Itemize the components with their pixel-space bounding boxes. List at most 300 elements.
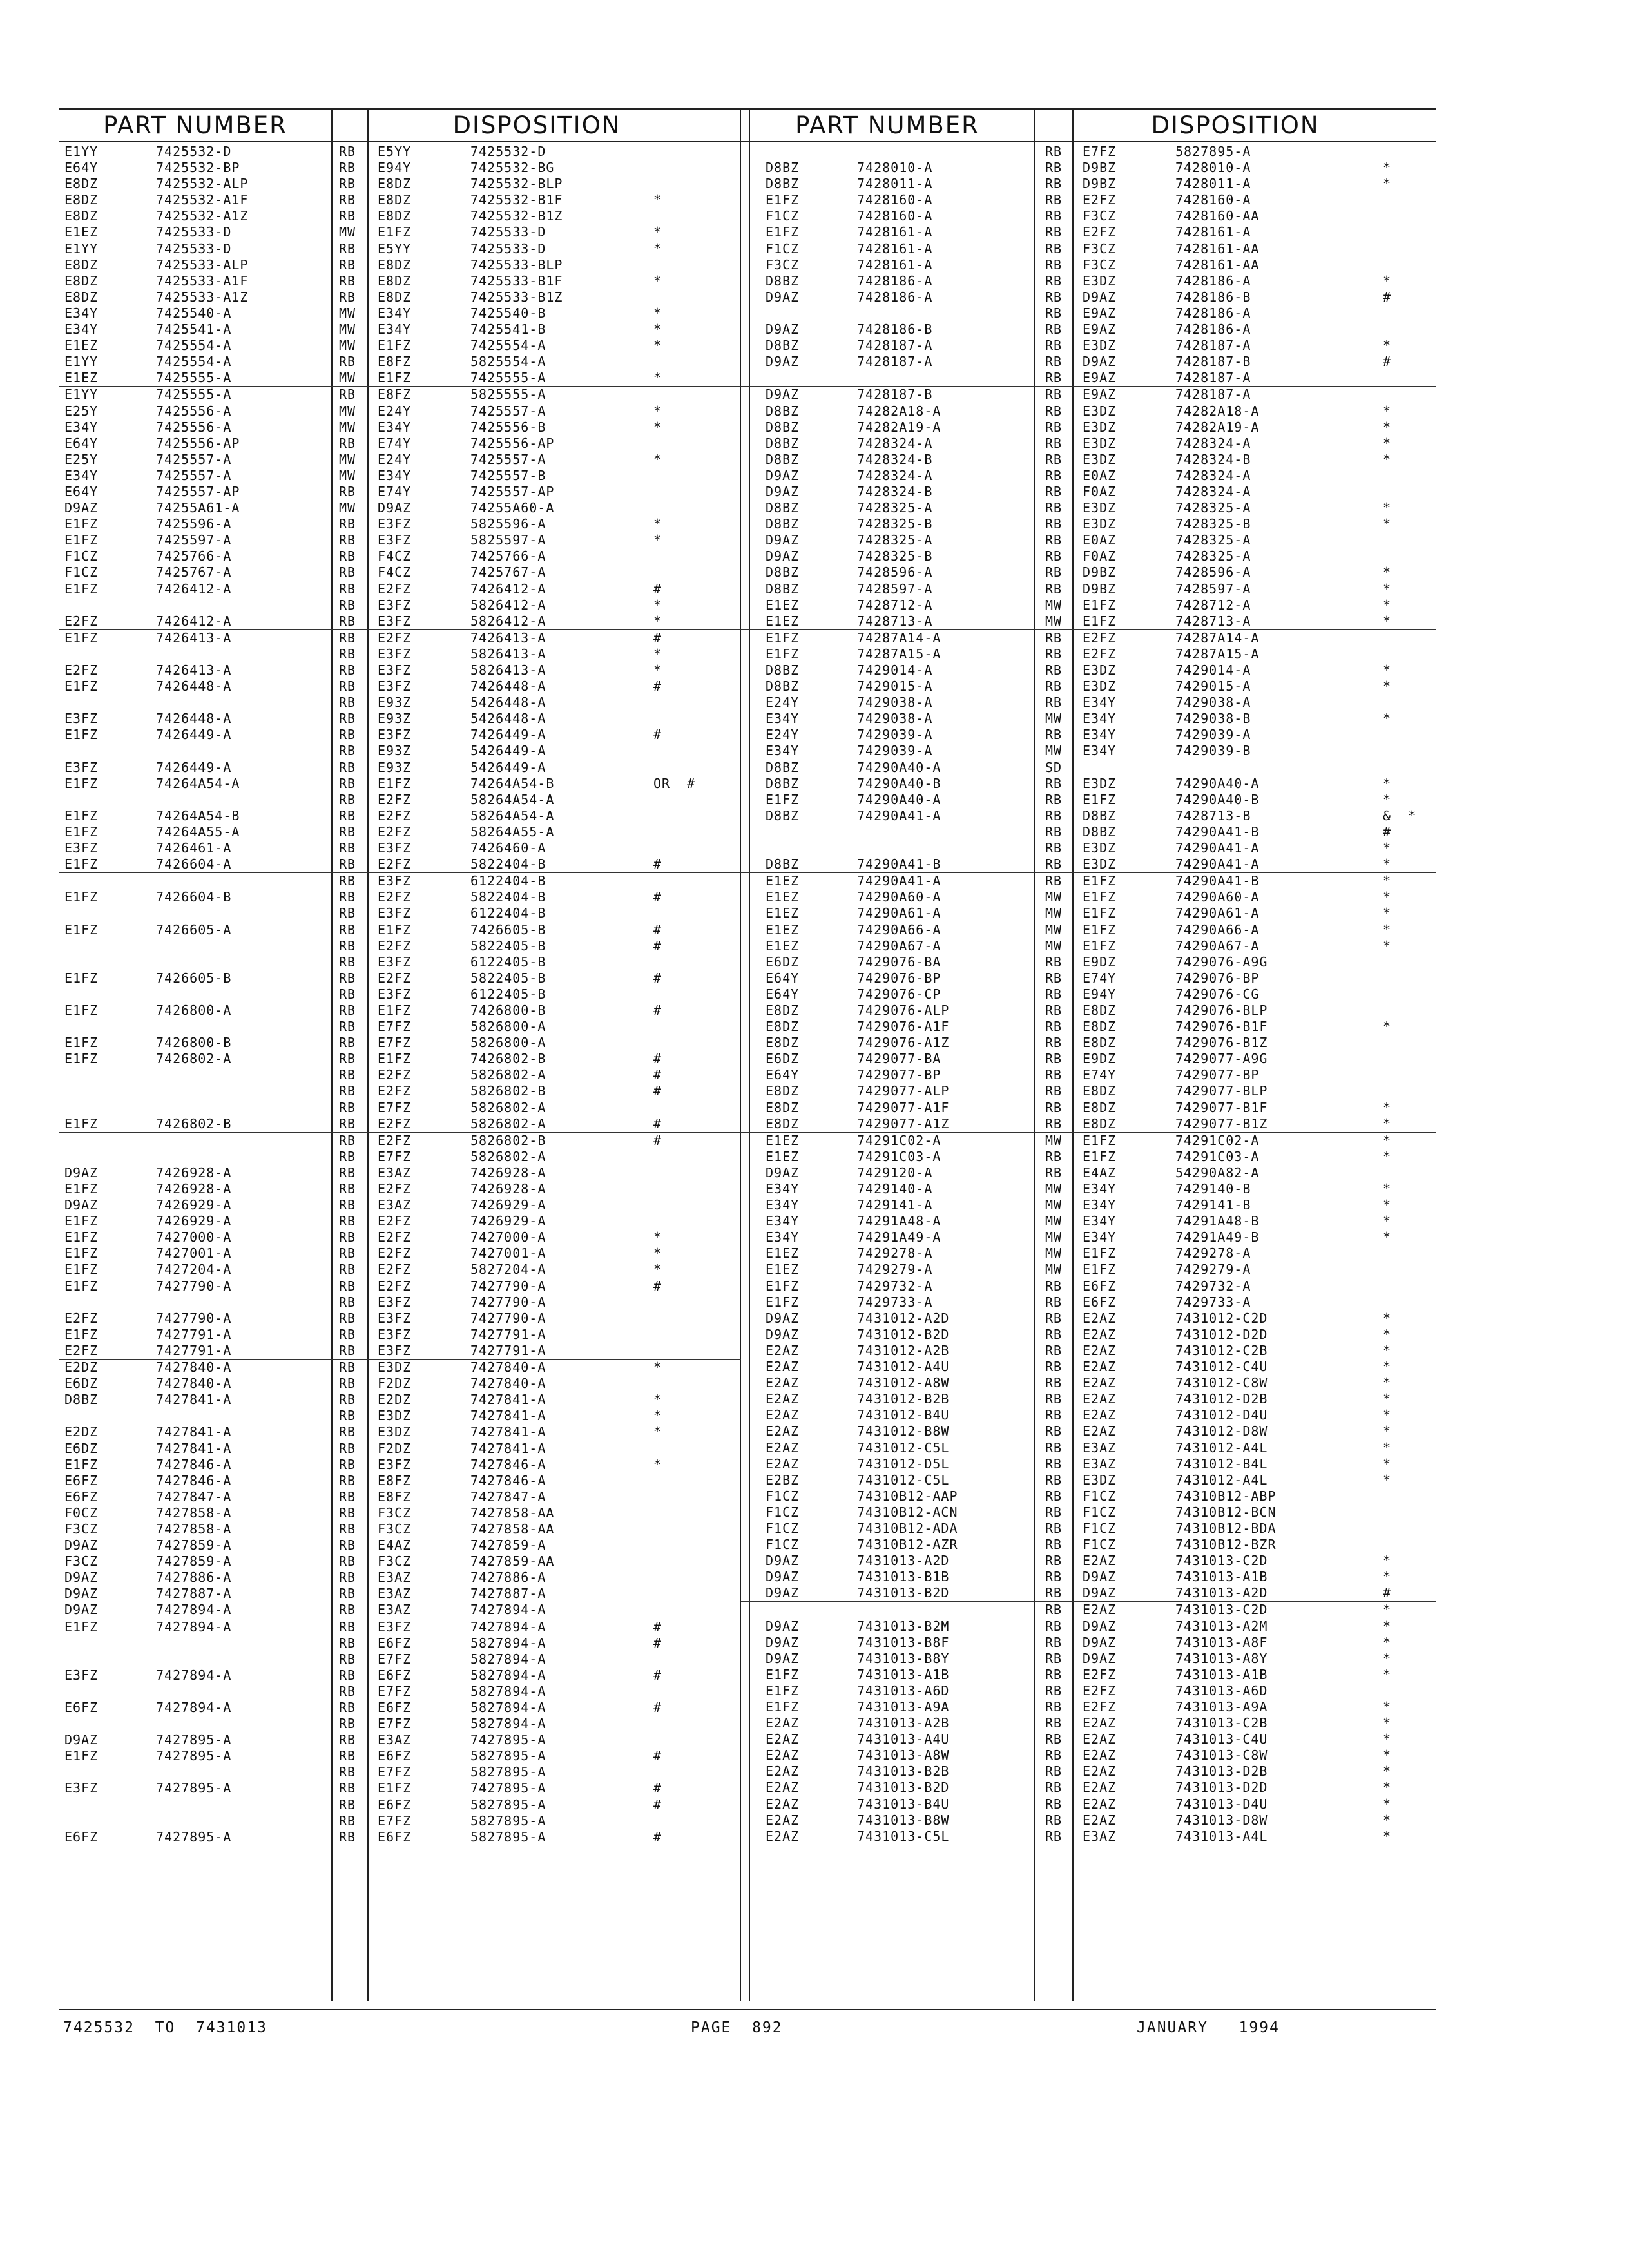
new-prefix: E2FZ xyxy=(378,629,412,646)
new-prefix: E8DZ xyxy=(378,289,412,305)
disposition-code: RB xyxy=(339,1553,356,1570)
note-symbol: * xyxy=(1383,160,1392,176)
table-row xyxy=(741,1051,1436,1067)
new-part-number: 5827894-A xyxy=(470,1716,546,1732)
disposition-code: RB xyxy=(1045,1828,1063,1844)
new-part-number: 5826412-A xyxy=(470,613,546,629)
new-part-number: 7427858-AA xyxy=(470,1521,555,1537)
new-part-number: 5826412-A xyxy=(470,597,546,613)
disposition-code: RB xyxy=(1045,840,1063,856)
table-row xyxy=(741,1537,1436,1553)
disposition-code: RB xyxy=(1045,1618,1063,1634)
new-prefix: E8DZ xyxy=(378,208,412,224)
old-prefix: D9AZ xyxy=(64,1537,99,1553)
disposition-code: RB xyxy=(1045,1715,1063,1731)
note-symbol: * xyxy=(1383,905,1392,921)
new-part-number: 5827895-A xyxy=(1175,144,1251,159)
old-prefix: D9AZ xyxy=(766,1326,800,1342)
disposition-code: RB xyxy=(339,775,356,791)
old-part-number: 7427894-A xyxy=(156,1700,232,1715)
new-part-number: 7429077-B1F xyxy=(1175,1099,1268,1115)
old-part-number: 7428325-B xyxy=(857,548,933,564)
table-row xyxy=(741,532,1436,548)
note-symbol: * xyxy=(653,370,662,386)
new-prefix: F3CZ xyxy=(1083,256,1117,273)
new-prefix: E5YY xyxy=(378,144,412,159)
old-part-number: 74264A54-B xyxy=(156,807,240,823)
new-prefix: E6FZ xyxy=(378,1635,412,1651)
old-part-number: 74290A67-A xyxy=(857,937,941,954)
new-part-number: 7427859-AA xyxy=(470,1553,555,1570)
table-row xyxy=(741,662,1436,678)
old-part-number: 7431013-A4U xyxy=(857,1731,950,1747)
new-part-number: 7428324-A xyxy=(1175,467,1251,483)
new-part-number: 7425532-BG xyxy=(470,160,555,176)
table-row xyxy=(59,1829,741,1845)
new-prefix: E2FZ xyxy=(378,1067,412,1083)
table-row xyxy=(741,1229,1436,1245)
new-part-number: 7428187-B xyxy=(1175,354,1251,370)
old-prefix: E1YY xyxy=(64,144,99,159)
new-prefix: E2FZ xyxy=(378,970,412,986)
table-row xyxy=(59,1700,741,1716)
old-prefix: E1EZ xyxy=(766,1132,800,1148)
disposition-code: RB xyxy=(339,1002,356,1018)
old-part-number: 74287A15-A xyxy=(857,646,941,662)
note-symbol: * xyxy=(653,1245,662,1262)
new-part-number: 7429014-A xyxy=(1175,662,1251,678)
old-part-number: 7427846-A xyxy=(156,1472,232,1488)
disposition-code: MW xyxy=(339,322,356,338)
disposition-code: RB xyxy=(1045,160,1063,176)
new-prefix: E2FZ xyxy=(1083,224,1117,240)
disposition-code: RB xyxy=(1045,1067,1063,1083)
table-row xyxy=(741,484,1436,500)
new-prefix: E6FZ xyxy=(1083,1294,1117,1310)
disposition-code: RB xyxy=(339,273,356,289)
table-row xyxy=(59,938,741,954)
new-prefix: E3AZ xyxy=(1083,1828,1117,1844)
new-part-number: 7431013-A1B xyxy=(1175,1666,1268,1682)
table-row xyxy=(59,484,741,500)
old-part-number: 7431013-A9A xyxy=(857,1699,950,1715)
note-symbol: # xyxy=(653,970,662,986)
new-part-number: 7431012-C4U xyxy=(1175,1359,1268,1375)
disposition-code: RB xyxy=(1045,695,1063,711)
old-part-number: 7427894-A xyxy=(156,1619,232,1635)
disposition-code: MW xyxy=(339,403,356,419)
new-part-number: 74291C02-A xyxy=(1175,1132,1260,1148)
old-prefix: D8BZ xyxy=(766,500,800,516)
new-prefix: E5YY xyxy=(378,240,412,256)
new-prefix: E2DZ xyxy=(378,1392,412,1408)
disposition-code: RB xyxy=(339,823,356,840)
new-part-number: 7428186-A xyxy=(1175,273,1251,289)
old-part-number: 7426604-B xyxy=(156,889,232,905)
note-symbol: * xyxy=(1383,840,1392,856)
new-prefix: E3AZ xyxy=(1083,1439,1117,1456)
new-part-number: 7428186-A xyxy=(1175,305,1251,321)
disposition-code: RB xyxy=(339,1472,356,1488)
old-part-number: 7431013-A8W xyxy=(857,1747,950,1763)
old-part-number: 74310B12-AAP xyxy=(857,1488,958,1504)
old-prefix: E2AZ xyxy=(766,1828,800,1844)
table-row xyxy=(741,1294,1436,1311)
table-row xyxy=(59,305,741,322)
new-part-number: 74310B12-BDA xyxy=(1175,1520,1277,1536)
new-part-number: 5826413-A xyxy=(470,662,546,678)
old-part-number: 7431013-B2M xyxy=(857,1618,950,1634)
disposition-code: RB xyxy=(1045,289,1063,305)
note-symbol: * xyxy=(653,305,662,321)
new-prefix: E6FZ xyxy=(1083,1278,1117,1294)
note-symbol: * xyxy=(1383,500,1392,516)
disposition-code: RB xyxy=(339,1245,356,1262)
disposition-code: RB xyxy=(1045,1310,1063,1326)
old-prefix: E1FZ xyxy=(64,1035,99,1051)
disposition-code: RB xyxy=(339,727,356,743)
new-part-number: 7431013-C2D xyxy=(1175,1602,1268,1618)
note-symbol: * xyxy=(1383,1569,1392,1585)
disposition-code: RB xyxy=(339,1278,356,1294)
table-row xyxy=(59,1424,741,1440)
new-part-number: 7431012-C2B xyxy=(1175,1342,1268,1358)
table-row xyxy=(59,322,741,338)
disposition-code: RB xyxy=(1045,354,1063,370)
new-prefix: D9BZ xyxy=(1083,581,1117,597)
disposition-code: RB xyxy=(1045,467,1063,483)
disposition-code: RB xyxy=(339,564,356,581)
new-prefix: E2FZ xyxy=(378,1181,412,1196)
old-prefix: E1FZ xyxy=(64,516,99,532)
table-row xyxy=(741,695,1436,711)
disposition-code: RB xyxy=(1045,1019,1063,1035)
new-prefix: E7FZ xyxy=(378,1812,412,1829)
new-prefix: E8FZ xyxy=(378,1488,412,1504)
old-prefix: E25Y xyxy=(64,403,99,419)
table-row xyxy=(59,1602,741,1619)
note-symbol: * xyxy=(1383,1618,1392,1634)
new-part-number: 7427841-A xyxy=(470,1440,546,1456)
old-prefix: E1FZ xyxy=(64,970,99,986)
note-symbol: # xyxy=(653,1067,662,1083)
table-row xyxy=(59,1780,741,1796)
old-prefix: D9AZ xyxy=(766,322,800,338)
old-part-number: 7425556-AP xyxy=(156,435,240,451)
note-symbol: * xyxy=(1383,1650,1392,1666)
old-part-number: 7427846-A xyxy=(156,1456,232,1472)
table-row xyxy=(741,922,1436,938)
new-part-number: 7425555-A xyxy=(470,370,546,386)
disposition-code: RB xyxy=(339,435,356,451)
disposition-code: MW xyxy=(1045,905,1063,921)
old-part-number: 7427895-A xyxy=(156,1732,232,1748)
old-part-number: 7426929-A xyxy=(156,1197,232,1213)
note-symbol: # xyxy=(653,1635,662,1651)
old-prefix: D8BZ xyxy=(766,419,800,435)
new-prefix: E3AZ xyxy=(378,1197,412,1213)
new-part-number: 58264A54-A xyxy=(470,791,555,807)
table-row xyxy=(741,1553,1436,1569)
new-prefix: E6FZ xyxy=(378,1748,412,1764)
disposition-code: RB xyxy=(1045,435,1063,451)
table-row xyxy=(741,1165,1436,1181)
table-row xyxy=(59,1213,741,1229)
old-prefix: E1EZ xyxy=(766,1262,800,1278)
old-prefix: E1FZ xyxy=(64,856,99,872)
old-prefix: F1CZ xyxy=(766,1504,800,1520)
old-part-number: 7431013-B2D xyxy=(857,1780,950,1796)
disposition-code: RB xyxy=(1045,305,1063,321)
old-prefix: E1FZ xyxy=(766,791,800,807)
old-part-number: 7429076-BP xyxy=(857,970,941,986)
old-prefix: D9AZ xyxy=(766,483,800,499)
old-part-number: 7431013-B2B xyxy=(857,1763,950,1780)
old-prefix: F0CZ xyxy=(64,1504,99,1521)
note-symbol: * xyxy=(1383,921,1392,937)
new-prefix: E3AZ xyxy=(378,1586,412,1602)
old-part-number: 7425555-A xyxy=(156,370,232,386)
old-part-number: 7426800-B xyxy=(156,1035,232,1051)
new-part-number: 7426605-B xyxy=(470,921,546,937)
new-prefix: E8DZ xyxy=(378,176,412,192)
table-row xyxy=(741,370,1436,387)
disposition-code: RB xyxy=(339,807,356,823)
disposition-code: MW xyxy=(1045,889,1063,905)
disposition-code: MW xyxy=(1045,711,1063,727)
note-symbol: * xyxy=(653,322,662,338)
new-part-number: 5827895-A xyxy=(470,1796,546,1812)
old-prefix: E8DZ xyxy=(64,176,99,192)
disposition-code: RB xyxy=(1045,791,1063,807)
table-row xyxy=(59,1813,741,1829)
table-row xyxy=(59,1035,741,1051)
disposition-code: RB xyxy=(339,1229,356,1245)
new-prefix: E2AZ xyxy=(1083,1423,1117,1439)
old-prefix: E64Y xyxy=(64,160,99,176)
old-prefix: D8BZ xyxy=(766,759,800,775)
new-prefix: E74Y xyxy=(1083,1067,1117,1083)
new-prefix: D9AZ xyxy=(1083,1585,1117,1601)
old-part-number: 74291C03-A xyxy=(857,1148,941,1164)
old-part-number: 7428325-A xyxy=(857,500,933,516)
note-symbol: # xyxy=(653,1700,662,1715)
new-part-number: 7429076-BLP xyxy=(1175,1002,1268,1018)
new-part-number: 6122404-B xyxy=(470,873,546,889)
disposition-code: RB xyxy=(339,1326,356,1342)
old-part-number: 7431013-B8W xyxy=(857,1812,950,1828)
new-prefix: D9AZ xyxy=(1083,354,1117,370)
new-prefix: E2FZ xyxy=(378,791,412,807)
disposition-code: RB xyxy=(1045,1407,1063,1423)
table-row xyxy=(741,711,1436,727)
old-prefix: E1FZ xyxy=(766,1278,800,1294)
disposition-code: RB xyxy=(1045,1342,1063,1358)
old-prefix: E34Y xyxy=(64,322,99,338)
new-part-number: 7427790-A xyxy=(470,1310,546,1326)
new-part-number: 7428324-A xyxy=(1175,435,1251,451)
table-row xyxy=(741,1391,1436,1407)
disposition-code: RB xyxy=(339,1294,356,1310)
new-part-number: 7426929-A xyxy=(470,1197,546,1213)
old-prefix: E8DZ xyxy=(766,1019,800,1035)
old-prefix: E34Y xyxy=(766,1229,800,1245)
disposition-code: RB xyxy=(1045,1164,1063,1180)
table-row xyxy=(59,338,741,354)
disposition-code: RB xyxy=(339,1764,356,1780)
new-prefix: E9AZ xyxy=(1083,322,1117,338)
disposition-code: RB xyxy=(339,873,356,889)
new-part-number: 7427791-A xyxy=(470,1342,546,1358)
disposition-code: RB xyxy=(1045,1002,1063,1018)
table-row xyxy=(741,468,1436,484)
new-prefix: E1FZ xyxy=(1083,905,1117,921)
disposition-code: RB xyxy=(1045,1423,1063,1439)
new-part-number: 74290A67-A xyxy=(1175,937,1260,954)
old-part-number: 7427895-A xyxy=(156,1780,232,1796)
note-symbol: * xyxy=(653,646,662,662)
table-row xyxy=(741,1245,1436,1262)
old-part-number: 7426800-A xyxy=(156,1002,232,1018)
disposition-code: RB xyxy=(339,1780,356,1796)
old-prefix: E34Y xyxy=(766,743,800,759)
note-symbol: * xyxy=(1383,564,1392,581)
new-part-number: 5827894-A xyxy=(470,1667,546,1683)
old-part-number: 74290A66-A xyxy=(857,921,941,937)
disposition-code: RB xyxy=(1045,273,1063,289)
old-prefix: E3FZ xyxy=(64,1667,99,1683)
old-part-number: 7431013-A1B xyxy=(857,1666,950,1682)
new-prefix: E7FZ xyxy=(378,1148,412,1164)
old-prefix: F3CZ xyxy=(766,256,800,273)
disposition-code: RB xyxy=(339,1067,356,1083)
disposition-code: RB xyxy=(1045,1812,1063,1828)
old-prefix: E1FZ xyxy=(766,1699,800,1715)
new-part-number: 74290A41-B xyxy=(1175,873,1260,889)
new-prefix: D9AZ xyxy=(1083,1650,1117,1666)
table-row xyxy=(741,1715,1436,1731)
table-row xyxy=(741,1585,1436,1602)
new-part-number: 7428161-AA xyxy=(1175,256,1260,273)
new-part-number: 7426460-A xyxy=(470,840,546,856)
old-part-number: 7425533-D xyxy=(156,240,232,256)
new-prefix: E1FZ xyxy=(378,1780,412,1796)
new-part-number: 74310B12-BZR xyxy=(1175,1537,1277,1553)
new-part-number: 7426449-A xyxy=(470,727,546,743)
table-row xyxy=(59,1732,741,1748)
table-row xyxy=(741,986,1436,1003)
old-prefix: E1EZ xyxy=(64,224,99,240)
note-symbol: * xyxy=(1383,1666,1392,1682)
table-row xyxy=(59,468,741,484)
old-part-number: 7427791-A xyxy=(156,1342,232,1358)
disposition-code: MW xyxy=(339,467,356,483)
table-row xyxy=(741,840,1436,856)
disposition-code: RB xyxy=(339,1748,356,1764)
new-prefix: E2FZ xyxy=(378,856,412,872)
disposition-code: RB xyxy=(339,1099,356,1115)
new-part-number: 7429278-A xyxy=(1175,1245,1251,1262)
disposition-code: RB xyxy=(339,1456,356,1472)
new-prefix: E1FZ xyxy=(1083,613,1117,629)
old-prefix: E2AZ xyxy=(766,1796,800,1812)
new-prefix: E3AZ xyxy=(378,1570,412,1586)
disposition-code: RB xyxy=(1045,1553,1063,1569)
old-prefix: E24Y xyxy=(766,695,800,711)
note-symbol: # xyxy=(653,1829,662,1845)
new-prefix: E1FZ xyxy=(378,775,412,791)
new-prefix: E3AZ xyxy=(378,1602,412,1618)
new-part-number: 7427791-A xyxy=(470,1326,546,1342)
new-part-number: 7426928-A xyxy=(470,1164,546,1180)
disposition-code: RB xyxy=(1045,986,1063,1002)
disposition-code: MW xyxy=(1045,597,1063,613)
old-part-number: 74264A54-A xyxy=(156,775,240,791)
new-part-number: 74290A41-B xyxy=(1175,823,1260,840)
old-prefix: E34Y xyxy=(766,711,800,727)
table-row xyxy=(741,176,1436,192)
old-part-number: 7425533-A1F xyxy=(156,273,249,289)
old-part-number: 7431012-C5L xyxy=(857,1439,950,1456)
new-part-number: 7429077-BP xyxy=(1175,1067,1260,1083)
old-prefix: E64Y xyxy=(64,483,99,499)
old-prefix: F3CZ xyxy=(64,1521,99,1537)
new-prefix: E2AZ xyxy=(1083,1553,1117,1569)
disposition-code: RB xyxy=(1045,1602,1063,1618)
disposition-code: RB xyxy=(1045,1148,1063,1164)
note-symbol: * xyxy=(1383,1747,1392,1763)
disposition-code: RB xyxy=(339,695,356,711)
disposition-code: RB xyxy=(339,629,356,646)
new-prefix: E3FZ xyxy=(378,1326,412,1342)
new-part-number: 7431013-A8F xyxy=(1175,1634,1268,1650)
old-part-number: 74264A55-A xyxy=(156,823,240,840)
new-prefix: F1CZ xyxy=(1083,1537,1117,1553)
disposition-code: RB xyxy=(1045,873,1063,889)
old-part-number: 7428325-A xyxy=(857,532,933,548)
old-part-number: 7425596-A xyxy=(156,516,232,532)
note-symbol: * xyxy=(653,1262,662,1278)
old-prefix: E1FZ xyxy=(64,1619,99,1635)
new-prefix: E2FZ xyxy=(1083,1699,1117,1715)
old-prefix: E2AZ xyxy=(766,1780,800,1796)
new-prefix: D9BZ xyxy=(1083,564,1117,581)
new-part-number: 7427847-A xyxy=(470,1488,546,1504)
old-part-number: 7431012-A2B xyxy=(857,1342,950,1358)
disposition-code: RB xyxy=(1045,548,1063,564)
note-symbol: # xyxy=(653,1796,662,1812)
table-row xyxy=(59,1651,741,1667)
old-prefix: E6FZ xyxy=(64,1488,99,1504)
old-part-number: 7427840-A xyxy=(156,1376,232,1392)
new-part-number: 7425532-B1Z xyxy=(470,208,563,224)
old-prefix: E1FZ xyxy=(64,1456,99,1472)
note-symbol: # xyxy=(653,1002,662,1018)
new-part-number: 7427001-A xyxy=(470,1245,546,1262)
note-symbol: * xyxy=(1383,1763,1392,1780)
new-part-number: 7427887-A xyxy=(470,1586,546,1602)
new-part-number: 7429076-BP xyxy=(1175,970,1260,986)
disposition-code: RB xyxy=(1045,1569,1063,1585)
new-prefix: F0AZ xyxy=(1083,548,1117,564)
old-part-number: 7431012-A2D xyxy=(857,1310,950,1326)
new-prefix: E3AZ xyxy=(1083,1456,1117,1472)
new-prefix: E1FZ xyxy=(1083,1262,1117,1278)
new-prefix: E2AZ xyxy=(1083,1407,1117,1423)
old-part-number: 7426928-A xyxy=(156,1164,232,1180)
disposition-code: MW xyxy=(1045,1229,1063,1245)
old-prefix: E1FZ xyxy=(766,224,800,240)
